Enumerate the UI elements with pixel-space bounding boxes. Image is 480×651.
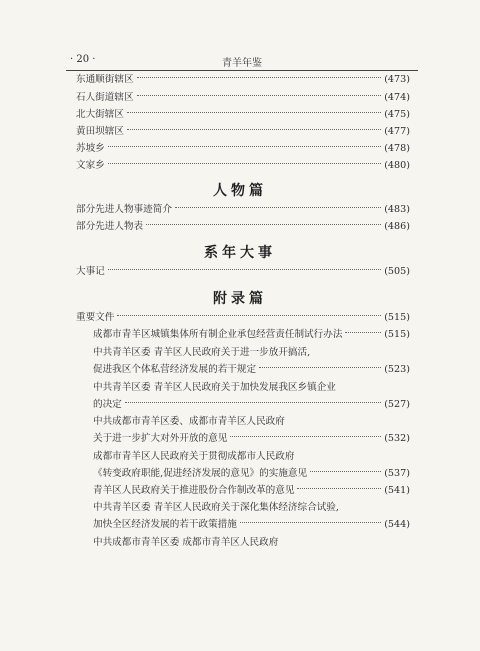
toc-entry: 成都市青羊区城镇集体所有制企业承包经营责任制试行办法 (515) [93,329,410,340]
leader-dots [137,95,382,96]
toc-entry: 部分先进人物表 (486) [76,221,410,232]
toc-entry-line: 中共成都市青羊区委、成都市青羊区人民政府 [93,416,285,427]
toc-entry: 北大街辖区 (475) [76,109,410,120]
leader-dots [259,367,381,368]
leader-dots [345,332,381,333]
section-heading-fulu: 附录篇 [213,291,267,307]
toc-entry-line: 中共青羊区委 青羊区人民政府关于进一步放开搞活, [93,347,311,358]
section-heading-xinian: 系年大事 [204,245,276,261]
leader-dots [127,129,381,130]
toc-entry: 促进我区个体私营经济发展的若干规定 (523) [93,364,410,375]
toc-entry: 青羊区人民政府关于推进股份合作制改革的意见 (541) [93,485,410,496]
toc-entry-line: 中共成都市青羊区委 成都市青羊区人民政府 [93,537,279,548]
toc-entry-line: 成都市青羊区人民政府关于贯彻成都市人民政府 [93,451,295,462]
toc-entry: 关于进一步扩大对外开放的意见 (532) [93,433,410,444]
leader-dots [108,146,381,147]
toc-entry: 部分先进人物事迹简介 (483) [76,204,410,215]
leader-dots [117,315,381,316]
toc-entry-line: 中共青羊区委 青羊区人民政府关于深化集体经济综合试验, [93,502,339,513]
leader-dots [146,224,381,225]
toc-entry: 苏坡乡 (478) [76,143,410,154]
leader-dots [125,402,381,403]
leader-dots [108,163,381,164]
leader-dots [310,471,381,472]
leader-dots [175,207,381,208]
section-heading-renwu: 人物篇 [213,183,267,199]
running-title: 青羊年鉴 [222,58,262,69]
leader-dots [230,436,381,437]
toc-entry: 文家乡 (480) [76,160,410,171]
toc-entry: 石人街道辖区 (474) [76,92,410,103]
toc-entry: 《转变政府职能,促进经济发展的意见》的实施意见 (537) [93,468,410,479]
leader-dots [137,77,382,78]
toc-entry-line: 中共青羊区委 青羊区人民政府关于加快发展我区乡镇企业 [93,382,336,393]
toc-entry: 加快全区经济发展的若干政策措施 (544) [93,519,410,530]
leader-dots [127,112,381,113]
page-number: · 20 · [70,54,96,65]
leader-dots [240,522,381,523]
leader-dots [108,269,381,270]
toc-entry: 黄田坝辖区 (477) [76,126,410,137]
page-header [66,50,418,72]
toc-entry: 大事记 (505) [76,266,410,277]
toc-entry: 重要文件 (515) [76,312,410,323]
toc-entry: 的决定 (527) [93,399,410,410]
header-rule [66,70,418,71]
toc-entry: 东通顺街辖区 (473) [76,74,410,85]
leader-dots [297,488,381,489]
